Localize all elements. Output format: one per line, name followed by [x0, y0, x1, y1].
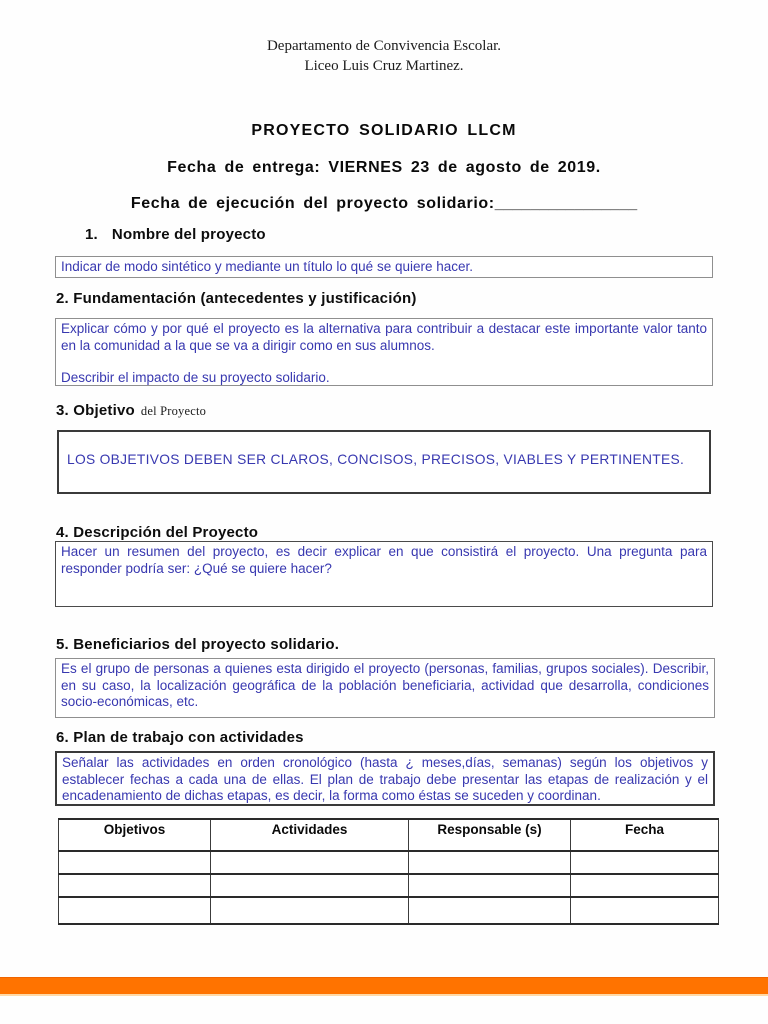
section-2-heading: 2. Fundamentación (antecedentes y justificación) [56, 290, 417, 307]
beneficiaries-field[interactable] [55, 658, 715, 718]
section-3-heading [56, 402, 206, 419]
table-cell-objetivos[interactable] [59, 851, 211, 874]
page-title: PROYECTO SOLIDARIO LLCM [251, 122, 517, 139]
table-cell-fecha[interactable] [571, 874, 719, 897]
department-line: Departamento de Convivencia Escolar. [266, 38, 502, 54]
bottom-orange-divider [0, 977, 768, 996]
justification-field[interactable] [55, 318, 713, 386]
column-header-fecha: Fecha [571, 819, 719, 851]
table-row [59, 851, 719, 874]
work-plan-field[interactable] [55, 751, 715, 806]
objective-field[interactable] [57, 430, 711, 494]
activities-table-wrapper [58, 818, 719, 925]
table-cell-responsable[interactable] [409, 874, 571, 897]
justification-instruction-2: Describir el impacto de su proyecto solidario. [61, 370, 330, 385]
section-3-heading-bold: 3. Objetivo [56, 402, 135, 419]
school-line: Liceo Luis Cruz Martinez. [304, 58, 464, 74]
column-header-responsable: Responsable (s) [409, 819, 571, 851]
project-name-field[interactable] [55, 256, 713, 278]
execution-date-line [0, 195, 768, 213]
column-header-actividades: Actividades [211, 819, 409, 851]
section-1-number: 1. [85, 226, 98, 243]
table-row [59, 874, 719, 897]
project-name-instruction: Indicar de modo sintético y mediante un título lo qué se quiere hacer. [61, 259, 474, 274]
table-row [59, 897, 719, 924]
section-1-heading-text: Nombre del proyecto [111, 226, 266, 243]
table-cell-fecha[interactable] [571, 897, 719, 924]
delivery-date-line: Fecha de entrega: VIERNES 23 de agosto de 2019. [167, 159, 601, 176]
section-3-heading-suffix: del Proyecto [140, 404, 207, 418]
activities-table [58, 818, 719, 925]
table-cell-objetivos[interactable] [59, 874, 211, 897]
execution-date-blank-field[interactable]: ________________ [494, 195, 638, 212]
section-1-heading [85, 226, 266, 243]
table-cell-actividades[interactable] [211, 897, 409, 924]
table-cell-fecha[interactable] [571, 851, 719, 874]
column-header-objetivos: Objetivos [59, 819, 211, 851]
justification-instruction-1: Explicar cómo y por qué el proyecto es la alternativa para contribuir a destacar este importante valor tanto en la comunidad a la que se va a dirigir como en sus alumnos. [61, 321, 707, 353]
table-cell-actividades[interactable] [211, 874, 409, 897]
table-cell-responsable[interactable] [409, 851, 571, 874]
table-header-row [59, 819, 719, 851]
objective-instruction: LOS OBJETIVOS DEBEN SER CLAROS, CONCISOS, PRECISOS, VIABLES Y PERTINENTES. [67, 452, 685, 467]
table-cell-responsable[interactable] [409, 897, 571, 924]
section-6-heading: 6. Plan de trabajo con actividades [56, 729, 304, 746]
section-5-heading: 5. Beneficiarios del proyecto solidario. [56, 636, 340, 653]
work-plan-instruction: Señalar las actividades en orden cronológico (hasta ¿ meses,días, semanas) según los objetivos y establecer fechas a cada una de ellas. El plan de trabajo debe presentar las etapas de realización y el encadenamiento de dichas etapas, es decir, la forma como éstas se suceden y coordinan. [62, 755, 708, 803]
section-4-heading: 4. Descripción del Proyecto [56, 524, 259, 541]
document-header [0, 36, 768, 76]
description-instruction: Hacer un resumen del proyecto, es decir explicar en que consistirá el proyecto. Una pregunta para responder podría ser: ¿Qué se quiere hacer? [61, 544, 707, 576]
table-cell-objetivos[interactable] [59, 897, 211, 924]
description-field[interactable] [55, 541, 713, 607]
beneficiaries-instruction: Es el grupo de personas a quienes esta dirigido el proyecto (personas, familias, grupos sociales). Describir, en su caso, la localización geográfica de la población beneficiaria, actividad que desarrolla, condiciones socio-económicas, etc. [61, 661, 709, 709]
execution-date-label: Fecha de ejecución del proyecto solidario: [130, 195, 495, 212]
table-cell-actividades[interactable] [211, 851, 409, 874]
